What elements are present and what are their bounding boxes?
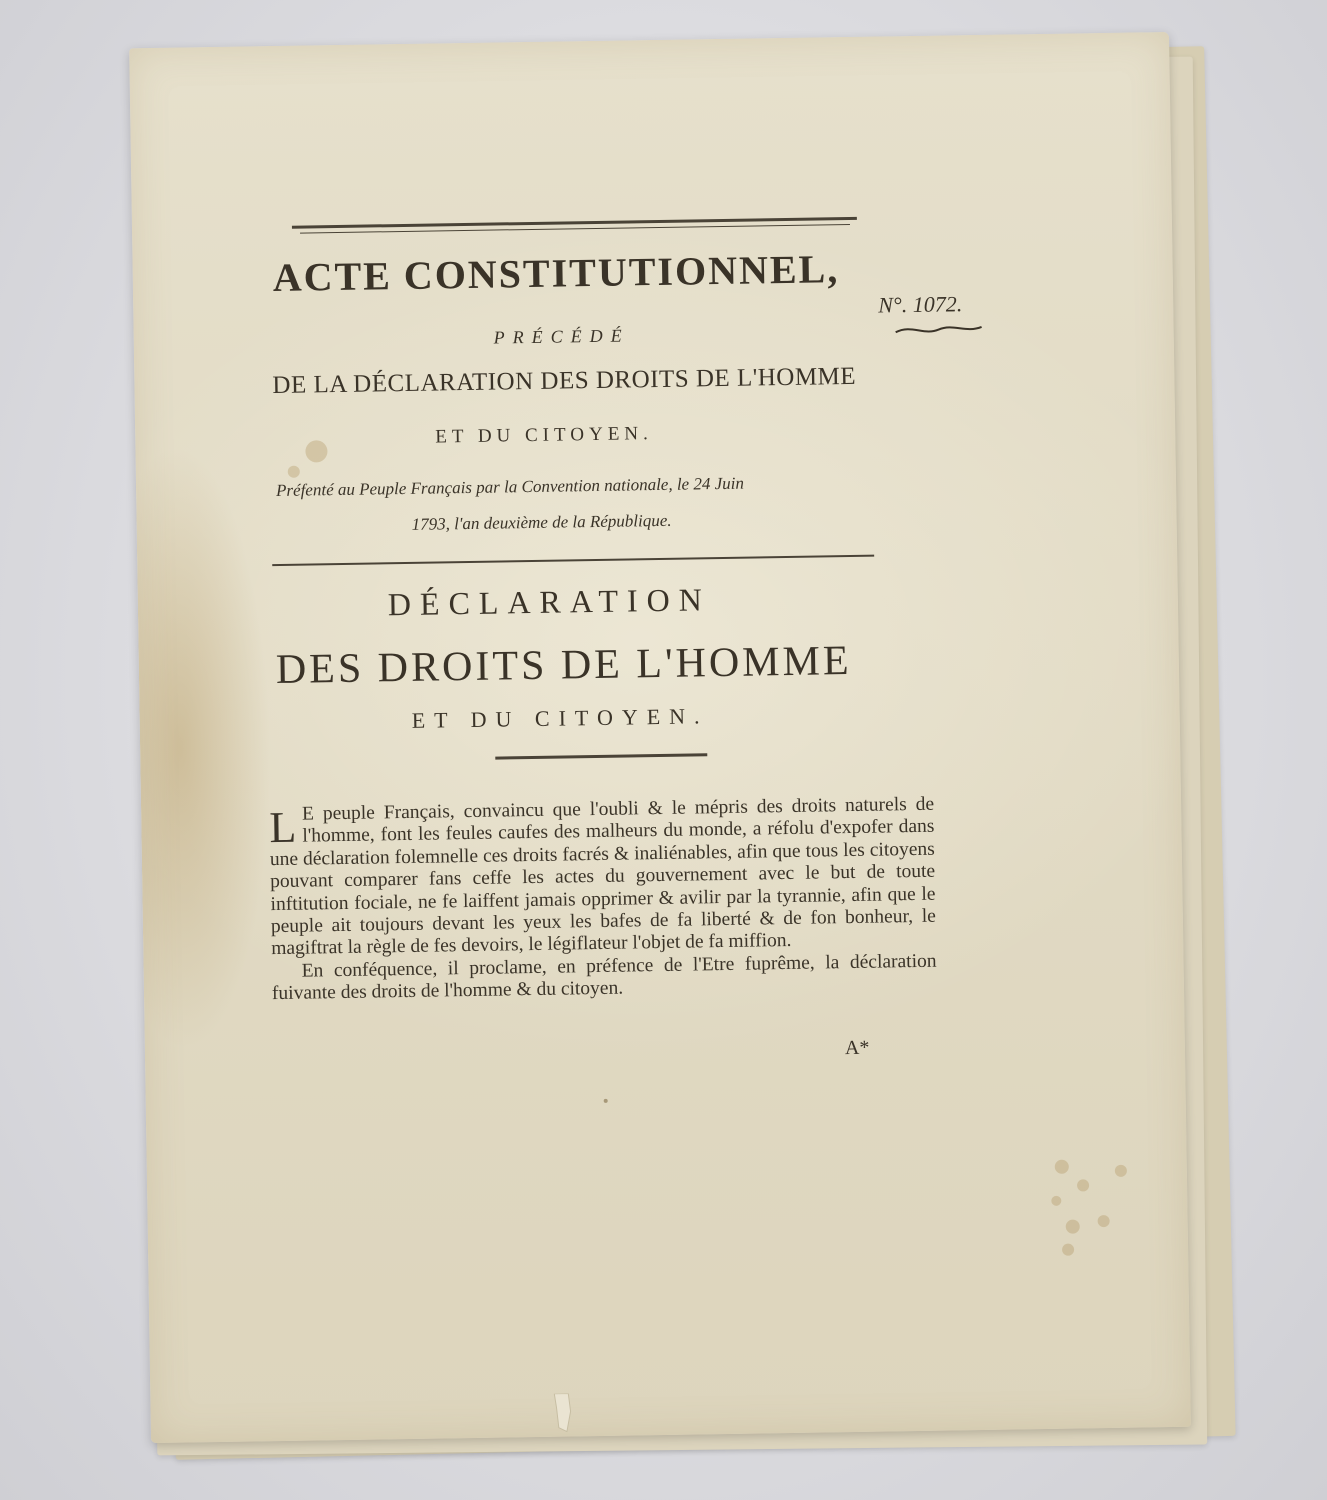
document-page <box>129 32 1191 1443</box>
paragraph-2: En conféquence, il proclame, en préfence de l'Etre fuprême, la déclaration fuivante des droits de l'homme & du citoyen. <box>271 950 937 1005</box>
foxing-stain <box>1051 1196 1061 1206</box>
signature-mark: A* <box>844 1036 870 1060</box>
foxing-stain <box>1055 1160 1069 1174</box>
foxing-stain <box>288 466 300 478</box>
torn-paper-strip <box>550 1393 575 1433</box>
declaration-body <box>269 794 937 1006</box>
precede-label: PRÉCÉDÉ <box>493 325 630 348</box>
declaration-line-2: ET DU CITOYEN. <box>435 423 653 448</box>
presented-line-1: Préfenté au Peuple Français par la Convention nationale, le 24 Juin <box>275 473 745 500</box>
heading-rule <box>495 753 707 759</box>
paragraph-1 <box>269 794 936 961</box>
foxing-stain <box>1066 1219 1080 1233</box>
foxing-stain <box>1062 1244 1074 1256</box>
number-underline-flourish <box>894 321 984 338</box>
drop-cap: L <box>268 802 297 853</box>
foxing-stain <box>1098 1215 1110 1227</box>
foxing-stain <box>305 440 327 462</box>
declaration-line-1: DE LA DÉCLARATION DES DROITS DE L'HOMME <box>272 362 857 400</box>
ink-dot <box>604 1099 608 1103</box>
foxing-stain <box>1077 1179 1089 1191</box>
document-number: N°. 1072. <box>878 291 963 318</box>
top-rule <box>292 217 857 229</box>
section-rule <box>272 555 874 566</box>
heading-citoyen: ET DU CITOYEN. <box>411 703 709 733</box>
heading-declaration: DÉCLARATION <box>387 581 712 623</box>
foxing-stain <box>1115 1165 1127 1177</box>
paragraph-1-text: E peuple Français, convaincu que l'oubli & le mépris des droits naturels de l'homme, font les feules caufes des malheurs du monde, a réfolu d'expofer dans une déclaration folemnelle ces droits facrés & inaliénables, afin que tous les citoyens pouvant comparer fans ceffe les actes du gouvernement avec le but de toute inftitution fociale, ne fe laiffent jamais opprimer & avilir par la tyrannie, afin que le peuple ait toujours devant les yeux les bafes de fa liberté & de fon bonheur, le magiftrat la règle de fes devoirs, le légiflateur l'objet de fa miffion. <box>269 793 937 960</box>
document-title: ACTE CONSTITUTIONNEL, <box>272 246 840 301</box>
heading-droits: DES DROITS DE L'HOMME <box>275 637 852 694</box>
presented-line-2: 1793, l'an deuxième de la République. <box>411 510 672 534</box>
